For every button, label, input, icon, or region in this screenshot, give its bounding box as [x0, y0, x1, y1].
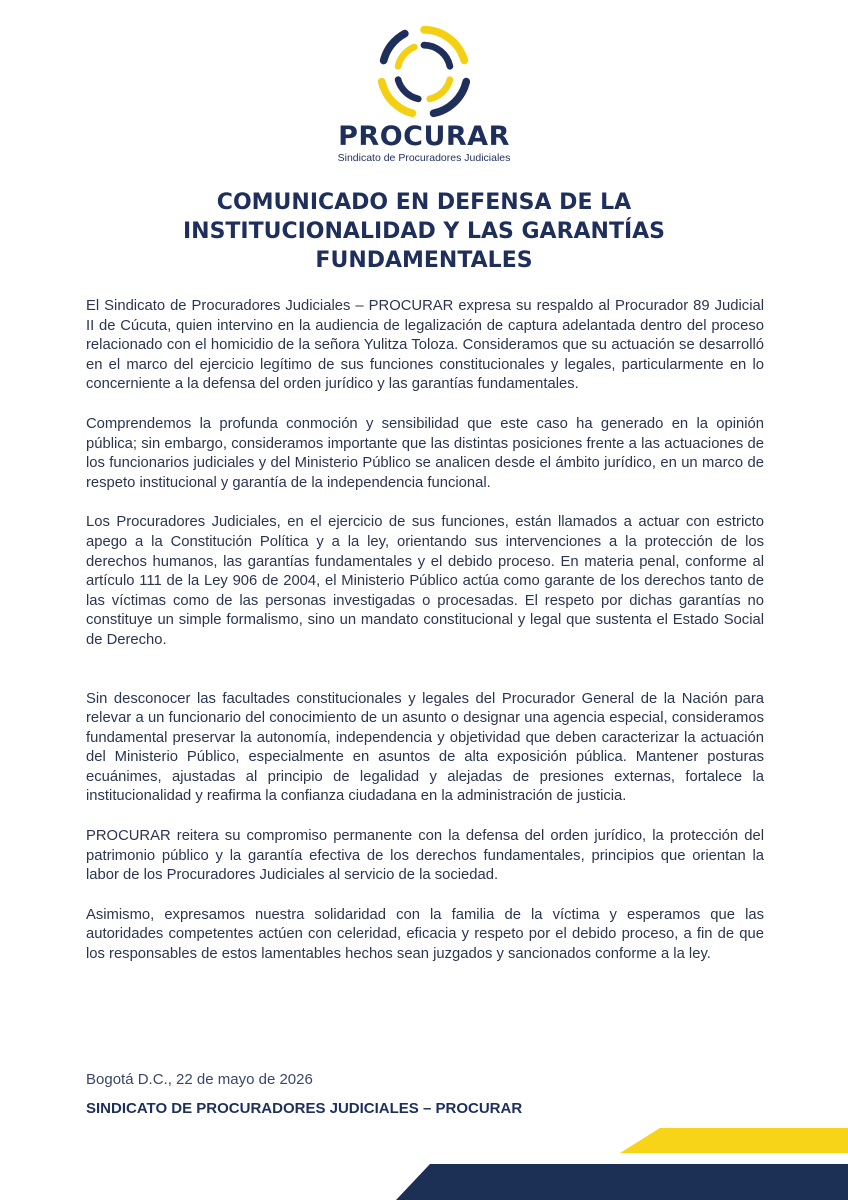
footer-navy-stripe	[396, 1164, 848, 1200]
procurar-swirl-logo-icon	[376, 24, 472, 120]
logo-wordmark: PROCURAR	[338, 121, 510, 152]
paragraph-2: Comprendemos la profunda conmoción y sensibilidad que este caso ha generado en la opinión pública; sin embargo, consideramos importante que las distintas posiciones frente a las actuaciones de los funcionarios judiciales y del Ministerio Público se analicen desde el ámbito jurídico, en un marco de respeto institucional y garantía de la independencia funcional.	[86, 415, 764, 491]
paragraph-4: Sin desconocer las facultades constitucionales y legales del Procurador General de la Nación para relevar a un funcionario del conocimiento de un asunto o designar una agencia especial, consideramos fundamental preservar la autonomía, independencia y objetividad que deben caracterizar la actuación del Ministerio Público, especialmente en asuntos de alta exposición pública. Mantener posturas ecuánimes, ajustadas al principio de legalidad y alejadas de presiones externas, fortalece la institucionalidad y reafirma la confianza ciudadana en la administración de justicia.	[86, 690, 764, 805]
signature-block	[86, 1070, 646, 1118]
logo-subtitle: Sindicato de Procuradores Judiciales	[337, 152, 511, 164]
paragraph-6: Asimismo, expresamos nuestra solidaridad con la familia de la víctima y esperamos que las autoridades competentes actúen con celeridad, eficacia y respeto por el debido proceso, a fin de que los responsables de estos lamentables hechos sean juzgados y sancionados conforme a la ley.	[86, 906, 764, 963]
paragraph-1: El Sindicato de Procuradores Judiciales – PROCURAR expresa su respaldo al Procurador 89 Judicial II de Cúcuta, quien intervino en la audiencia de legalización de captura adelantada dentro del proceso relacionado con el homicidio de la señora Yulitza Toloza. Consideramos que su actuación se desarrolló en el marco del ejercicio legítimo de sus funciones constitucionales y legales, particularmente en lo concerniente a la defensa del orden jurídico y las garantías fundamentales.	[86, 298, 764, 393]
footer-yellow-stripe	[620, 1128, 848, 1153]
paragraph-3: Los Procuradores Judiciales, en el ejercicio de sus funciones, están llamados a actuar con estricto apego a la Constitución Política y a la ley, orientando sus intervenciones a la protección de los derechos humanos, las garantías fundamentales y el debido proceso. En materia penal, conforme al artículo 111 de la Ley 906 de 2004, el Ministerio Público actúa como garante de los derechos tanto de las víctimas como de las personas investigadas o procesadas. El respeto por dichas garantías no constituye un simple formalismo, sino un mandato constitucional y legal que sustenta el Estado Social de Derecho.	[86, 514, 764, 648]
document-title: COMUNICADO EN DEFENSA DE LA INSTITUCIONALIDAD Y LAS GARANTÍAS FUNDAMENTALES	[182, 190, 666, 273]
signing-organization: SINDICATO DE PROCURADORES JUDICIALES – PROCURAR	[86, 1100, 523, 1117]
header-logo	[0, 24, 848, 165]
document-body	[86, 297, 764, 965]
place-date: Bogotá D.C., 22 de mayo de 2026	[86, 1071, 313, 1088]
paragraph-5: PROCURAR reitera su compromiso permanente con la defensa del orden jurídico, la protección del patrimonio público y la garantía efectiva de los derechos fundamentales, principios que orientan la labor de los Procuradores Judiciales al servicio de la sociedad.	[86, 828, 764, 884]
